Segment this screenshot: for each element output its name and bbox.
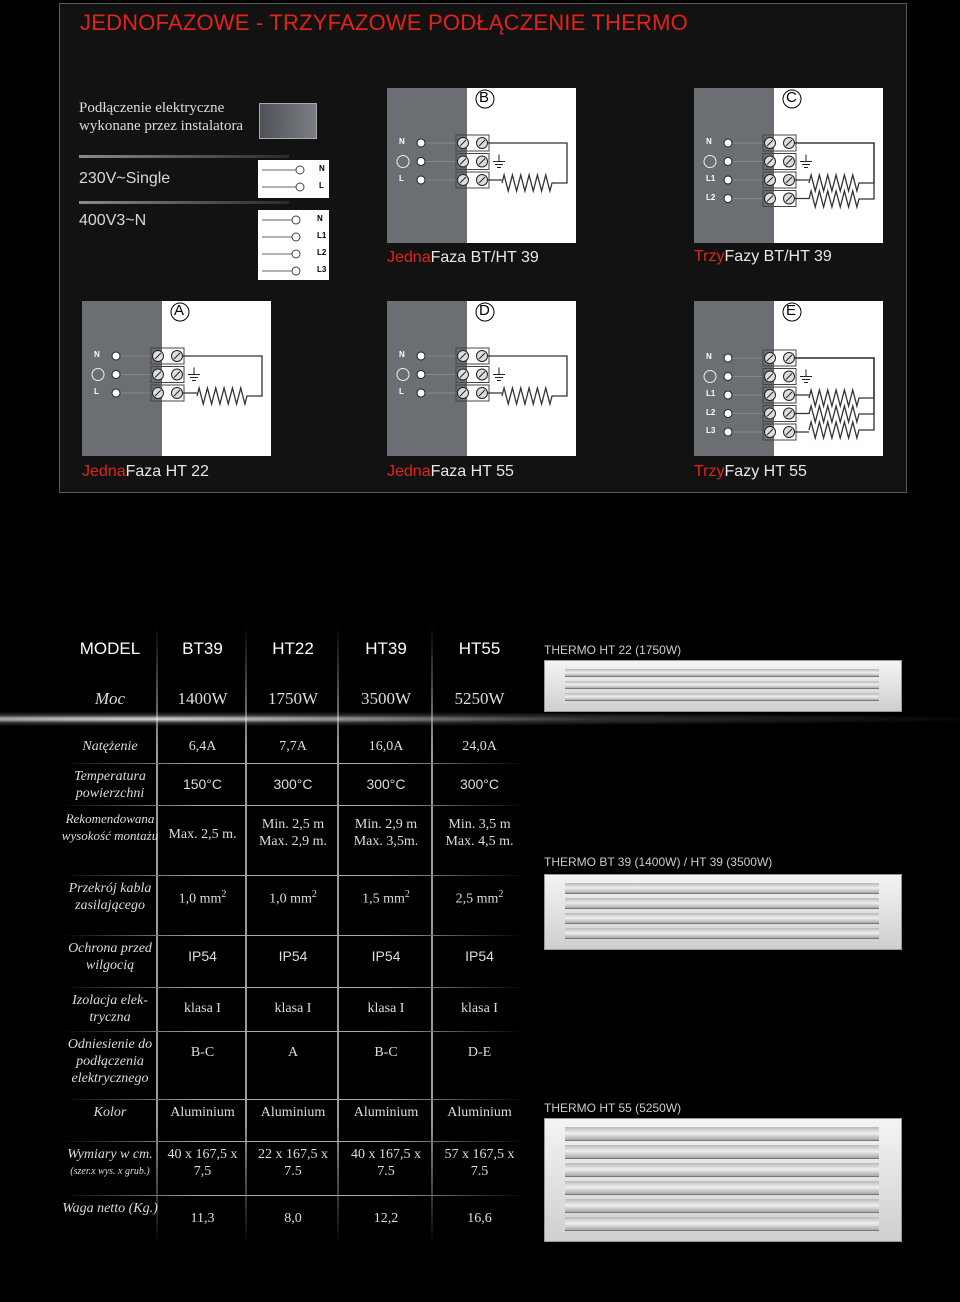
row-label	[60, 1036, 160, 1087]
heater-slat	[565, 883, 879, 894]
table-cell: 300°C	[459, 776, 500, 792]
terminal-label: L1	[317, 231, 327, 240]
installer-note-line1: Podłączenie elektryczne	[79, 100, 225, 116]
heater-slat	[565, 1163, 879, 1177]
wiring-diagram-b	[387, 88, 576, 243]
table-cell: IP54	[371, 948, 401, 964]
glow-band	[0, 712, 960, 726]
table-cell: klasa I	[184, 1001, 221, 1016]
caption-model: Faza HT 22	[125, 463, 209, 480]
row-label-text: Izolacja elek- tryczna	[72, 993, 148, 1025]
heater-slat	[565, 1181, 879, 1195]
row-separator	[62, 805, 524, 806]
row-label-text: Kolor	[93, 1105, 127, 1120]
table-cell: 5250W	[454, 689, 505, 708]
divider	[79, 201, 289, 204]
row-label	[60, 768, 160, 802]
row-label-text: Rekomendowana wysokość montażu	[61, 811, 159, 843]
three-terminal-box	[258, 210, 329, 280]
row-label	[60, 1200, 160, 1217]
caption-model: Fazy BT/HT 39	[724, 248, 832, 265]
installer-swatch	[259, 103, 317, 139]
table-cell: 300°C	[366, 776, 406, 792]
table-cell: 57 x 167,5 x 7.5	[444, 1147, 515, 1179]
table-cell: Aluminium	[260, 1105, 326, 1120]
heater-slat	[565, 669, 879, 677]
heater-slat	[565, 1127, 879, 1141]
table-cell: IP54	[278, 948, 308, 964]
diagram-caption	[82, 463, 209, 481]
row-label	[60, 1146, 160, 1180]
table-cell: 2,5 $mm^2$	[455, 889, 504, 907]
table-cell: 40 x 167,5 x 7.5	[351, 1147, 421, 1179]
table-cell: Min. 2,9 m Max. 3,5m.	[353, 817, 419, 849]
table-cell: 150°C	[182, 776, 223, 792]
terminal-label: L1	[706, 389, 716, 398]
model-header-ht22: HT22	[272, 639, 314, 658]
table-cell: 3500W	[360, 689, 412, 708]
caption-model: Fazy HT 55	[724, 463, 807, 480]
table-cell: Aluminium	[170, 1105, 235, 1120]
diagram-caption	[694, 248, 832, 266]
wiring-diagram-d	[387, 301, 576, 456]
table-cell: 1,0 $mm^2$	[269, 889, 317, 907]
row-label-text: Natężenie	[82, 739, 138, 754]
heater-slat	[565, 898, 879, 909]
row-label-text: Moc	[94, 689, 126, 708]
row-label	[60, 880, 160, 914]
terminal-label: N	[319, 164, 325, 173]
row-label	[60, 992, 160, 1026]
row-separator	[62, 875, 524, 876]
table-cell: 8,0	[284, 1211, 302, 1226]
table-cell: 11,3	[190, 1211, 215, 1226]
terminal-label: L	[319, 181, 324, 190]
heater-image	[544, 660, 902, 712]
caption-model: Faza HT 55	[430, 463, 514, 480]
heater-caption: THERMO HT 22 (1750W)	[544, 643, 682, 657]
superscript: 2	[498, 889, 504, 900]
single-phase-label: 230V~Single	[79, 170, 171, 187]
caption-model: Faza BT/HT 39	[430, 249, 539, 266]
table-cell: 7,7A	[279, 739, 307, 754]
table-cell: 12,2	[373, 1211, 399, 1226]
row-separator	[62, 1195, 524, 1196]
terminal-label: L	[399, 387, 404, 396]
table-cell: 16,6	[467, 1211, 492, 1226]
terminal-label: N	[706, 352, 712, 361]
terminal-label: N	[94, 350, 100, 359]
caption-phase-word: Jedna	[82, 463, 126, 480]
model-header-ht55: HT55	[458, 639, 501, 658]
caption-phase-word: Trzy	[694, 248, 725, 265]
heater-slat	[565, 913, 879, 924]
table-cell: D-E	[467, 1045, 492, 1060]
table-cell: 40 x 167,5 x 7,5	[167, 1147, 238, 1179]
superscript: 2	[311, 889, 317, 900]
row-separator	[62, 1099, 524, 1100]
heater-panel	[565, 667, 879, 703]
row-label-text: Ochrona przed wilgocią	[68, 941, 152, 973]
terminal-label: L1	[706, 174, 716, 183]
terminal-label: L3	[317, 265, 327, 274]
terminal-label: N	[399, 137, 405, 146]
installer-note-line2: wykonane przez instalatora	[79, 118, 244, 134]
heater-slat	[565, 1145, 879, 1159]
row-separator	[62, 987, 524, 988]
table-cell: 1,5 $mm^2$	[362, 889, 410, 907]
table-cell: IP54	[465, 948, 494, 964]
single-terminal-box	[258, 160, 329, 198]
terminal-label: N	[399, 350, 405, 359]
table-cell: B-C	[190, 1045, 215, 1060]
caption-phase-word: Jedna	[387, 463, 431, 480]
diagram-letter: B	[479, 89, 490, 106]
diagram-caption	[387, 463, 514, 481]
table-cell: Min. 2,5 m Max. 2,9 m.	[258, 817, 328, 849]
heater-image	[544, 1118, 902, 1242]
terminal-label: L2	[706, 192, 716, 202]
table-cell: 1,0 $mm^2$	[178, 889, 227, 907]
installer-note	[79, 99, 243, 135]
table-cell: 24,0A	[462, 739, 497, 754]
row-separator	[62, 935, 524, 936]
row-label-text: Waga netto (Kg.)	[62, 1201, 158, 1216]
table-cell: Min. 3,5 m Max. 4,5 m.	[445, 817, 514, 849]
terminal-label: L2	[706, 407, 716, 417]
diagram-letter: A	[174, 302, 185, 319]
row-sublabel: (szer.x wys. x grub.)	[70, 1166, 150, 1177]
terminal-label: L	[399, 174, 404, 183]
row-separator	[62, 763, 524, 764]
table-cell: Max. 2,5 m.	[168, 827, 237, 842]
terminal-label: L	[94, 387, 99, 396]
row-label	[60, 690, 160, 707]
table-cell: klasa I	[461, 1001, 498, 1016]
row-separator	[62, 1141, 524, 1142]
diagram-letter: C	[786, 89, 797, 106]
terminal-label: L3	[706, 426, 716, 435]
row-label-text: Wymiary w cm.	[67, 1147, 153, 1162]
model-header-ht39: HT39	[365, 639, 407, 658]
wiring-diagram-e	[694, 301, 883, 456]
table-cell: 6,4A	[188, 739, 217, 754]
terminal-label: N	[706, 137, 712, 146]
terminal-label: N	[317, 214, 323, 223]
caption-phase-word: Trzy	[694, 463, 725, 480]
table-cell: klasa I	[367, 1001, 405, 1016]
table-cell: 16,0A	[368, 739, 404, 754]
heater-slat	[565, 681, 879, 689]
row-label	[60, 1104, 160, 1121]
table-cell: Aluminium	[447, 1105, 512, 1120]
row-separator	[62, 1031, 524, 1032]
row-label	[60, 810, 160, 844]
terminal-label: L2	[317, 248, 327, 257]
row-label	[60, 940, 160, 974]
diagram-letter: D	[479, 302, 490, 319]
row-label-text: Odniesienie do podłączenia elektrycznego	[67, 1037, 153, 1086]
table-cell: 22 x 167,5 x 7.5	[258, 1147, 328, 1179]
heater-slat	[565, 693, 879, 701]
heater-panel	[565, 1125, 879, 1233]
heater-caption: THERMO BT 39 (1400W) / HT 39 (3500W)	[544, 855, 773, 869]
diagram-letter: E	[786, 302, 797, 319]
caption-phase-word: Jedna	[387, 249, 431, 266]
page-title: JEDNOFAZOWE - TRZYFAZOWE PODŁĄCZENIE THERMO	[80, 10, 688, 35]
wiring-diagram-c	[694, 88, 883, 243]
diagram-caption	[387, 249, 539, 267]
row-label-text: Przekrój kabla zasilającego	[68, 881, 152, 913]
superscript: 2	[221, 889, 227, 900]
heater-image	[544, 874, 902, 950]
heater-caption: THERMO HT 55 (5250W)	[544, 1101, 682, 1115]
table-cell: B-C	[374, 1045, 398, 1060]
heater-panel	[565, 881, 879, 941]
model-header-bt39: BT39	[182, 639, 223, 658]
table-cell: A	[287, 1045, 299, 1060]
row-label-text: Temperatura powierzchni	[74, 769, 146, 801]
table-cell: klasa I	[274, 1001, 312, 1016]
model-header: MODEL	[79, 639, 141, 658]
row-label	[60, 738, 160, 755]
heater-slat	[565, 1217, 879, 1231]
table-cell: Aluminium	[353, 1105, 419, 1120]
divider	[79, 155, 289, 158]
table-cell: IP54	[188, 948, 217, 964]
three-phase-label: 400V3~N	[79, 212, 147, 229]
heater-slat	[565, 928, 879, 939]
diagram-caption	[694, 463, 807, 481]
superscript: 2	[404, 889, 410, 900]
heater-slat	[565, 1199, 879, 1213]
wiring-diagram-a	[82, 301, 271, 456]
table-cell: 1750W	[267, 689, 319, 708]
table-cell: 300°C	[273, 776, 313, 792]
table-cell: 1400W	[177, 689, 228, 708]
